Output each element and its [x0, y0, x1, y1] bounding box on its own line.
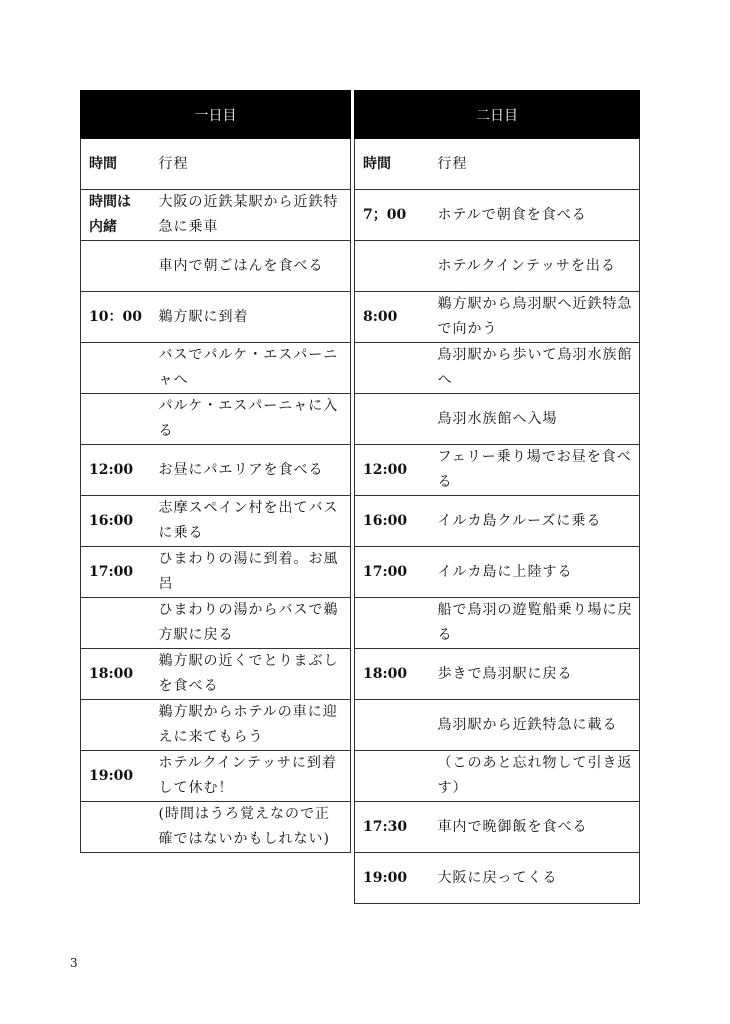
day2-schedule-table [354, 90, 640, 904]
page-number: 3 [70, 956, 78, 970]
plan-cell: 車内で朝ごはんを食べる [151, 241, 351, 292]
table-row [81, 496, 351, 547]
header-row [81, 139, 351, 190]
table-row [81, 343, 351, 394]
table-row [355, 598, 640, 649]
table-row [355, 190, 640, 241]
plan-cell: ひまわりの湯に到着。お風呂 [151, 547, 351, 598]
table-row [81, 445, 351, 496]
time-cell: 16:00 [355, 496, 430, 547]
plan-cell: 鵜方駅の近くでとりまぶしを食べる [151, 649, 351, 700]
table-row [81, 751, 351, 802]
plan-cell: (時間はうろ覚えなので正確ではないかもしれない) [151, 802, 351, 853]
table-row [81, 547, 351, 598]
plan-cell: イルカ島に上陸する [430, 547, 640, 598]
table-row [81, 241, 351, 292]
table-row [355, 445, 640, 496]
time-cell: 17:00 [355, 547, 430, 598]
plan-cell: 船で鳥羽の遊覧船乗り場に戻る [430, 598, 640, 649]
time-cell: 7；00 [355, 190, 430, 241]
time-cell [355, 700, 430, 751]
plan-cell: 鳥羽水族館へ入場 [430, 394, 640, 445]
plan-header: 行程 [430, 139, 640, 190]
plan-cell: ホテルクインテッサに到着して休む！ [151, 751, 351, 802]
plan-cell: 鵜方駅からホテルの車に迎えに来てもらう [151, 700, 351, 751]
time-cell: 12:00 [355, 445, 430, 496]
time-header: 時間 [81, 139, 151, 190]
table-row [355, 751, 640, 802]
plan-cell: 歩きで鳥羽駅に戻る [430, 649, 640, 700]
time-cell: 18:00 [355, 649, 430, 700]
plan-cell: ひまわりの湯からバスで鵜方駅に戻る [151, 598, 351, 649]
day2-title: 二日目 [355, 91, 640, 139]
table-row [355, 394, 640, 445]
table-row [355, 343, 640, 394]
day1-title: 一日目 [81, 91, 351, 139]
time-cell: 時間は内緒 [81, 190, 151, 241]
plan-cell: 鵜方駅から鳥羽駅へ近鉄特急で向かう [430, 292, 640, 343]
time-cell [355, 394, 430, 445]
table-row [81, 190, 351, 241]
plan-cell: ホテルで朝食を食べる [430, 190, 640, 241]
time-cell [81, 598, 151, 649]
table-row [355, 292, 640, 343]
time-cell [355, 598, 430, 649]
time-cell: 17:30 [355, 802, 430, 853]
table-row [81, 394, 351, 445]
time-cell: 16:00 [81, 496, 151, 547]
plan-cell: ホテルクインテッサを出る [430, 241, 640, 292]
plan-cell: 鵜方駅に到着 [151, 292, 351, 343]
plan-cell: お昼にパエリアを食べる [151, 445, 351, 496]
plan-cell: パルケ・エスパーニャに入る [151, 394, 351, 445]
plan-cell: 大阪の近鉄某駅から近鉄特急に乗車 [151, 190, 351, 241]
time-cell [81, 343, 151, 394]
time-cell: 18:00 [81, 649, 151, 700]
plan-cell: バスでパルケ・エスパーニャへ [151, 343, 351, 394]
time-cell [355, 241, 430, 292]
header-row [355, 139, 640, 190]
table-row [355, 853, 640, 904]
table-row [355, 649, 640, 700]
plan-cell: 鳥羽駅から歩いて鳥羽水族館へ [430, 343, 640, 394]
table-row [355, 700, 640, 751]
table-row [355, 496, 640, 547]
time-cell [81, 802, 151, 853]
time-cell: 17:00 [81, 547, 151, 598]
time-cell: 10：00 [81, 292, 151, 343]
table-row [81, 292, 351, 343]
day1-schedule-table [80, 90, 351, 853]
time-cell [81, 700, 151, 751]
time-cell [355, 751, 430, 802]
table-row [81, 802, 351, 853]
plan-cell: 大阪に戻ってくる [430, 853, 640, 904]
time-cell: 19:00 [81, 751, 151, 802]
plan-cell: 車内で晩御飯を食べる [430, 802, 640, 853]
time-cell [81, 241, 151, 292]
table-row [355, 547, 640, 598]
plan-cell: （このあと忘れ物して引き返す） [430, 751, 640, 802]
plan-cell: 志摩スペイン村を出てバスに乗る [151, 496, 351, 547]
table-row [355, 802, 640, 853]
time-cell [81, 394, 151, 445]
plan-header: 行程 [151, 139, 351, 190]
time-cell: 8:00 [355, 292, 430, 343]
table-row [81, 649, 351, 700]
table-row [81, 598, 351, 649]
table-row [355, 241, 640, 292]
time-cell: 12:00 [81, 445, 151, 496]
table-row [81, 700, 351, 751]
time-header: 時間 [355, 139, 430, 190]
plan-cell: 鳥羽駅から近鉄特急に載る [430, 700, 640, 751]
time-cell: 19:00 [355, 853, 430, 904]
plan-cell: フェリー乗り場でお昼を食べる [430, 445, 640, 496]
time-cell [355, 343, 430, 394]
plan-cell: イルカ島クルーズに乗る [430, 496, 640, 547]
